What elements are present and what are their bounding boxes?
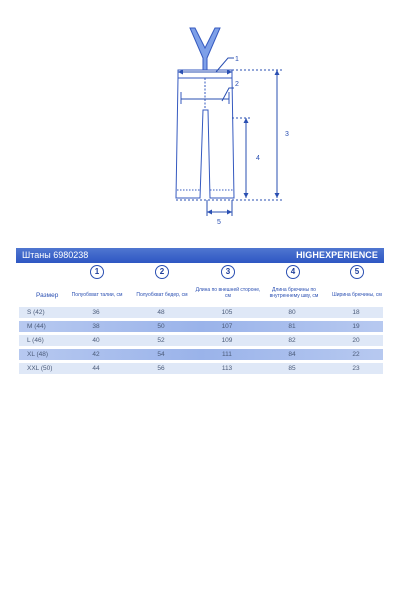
callout-5: 5	[217, 219, 221, 226]
title-banner	[16, 248, 384, 263]
table-cell: 84	[288, 351, 296, 358]
table-cell: 80	[288, 309, 296, 316]
table-cell: 111	[222, 351, 232, 358]
table-cell: 40	[92, 337, 100, 344]
table-cell: 56	[157, 365, 165, 372]
column-number-2: 2	[155, 265, 169, 279]
column-number-4: 4	[286, 265, 300, 279]
size-header: Размер	[36, 292, 59, 299]
table-cell: 19	[352, 323, 360, 330]
callout-4: 4	[256, 155, 260, 162]
column-header-3: Длина по внешней стороне, см	[195, 287, 261, 299]
table-cell: 38	[92, 323, 100, 330]
brand-name: HIGHEXPERIENCE	[296, 250, 378, 260]
column-number-5: 5	[350, 265, 364, 279]
size-cell: M (44)	[27, 323, 46, 330]
table-cell: 42	[92, 351, 100, 358]
table-cell: 23	[352, 365, 360, 372]
column-header-4: Длина брючины по внутреннему шву, см	[269, 287, 319, 299]
product-title: Штаны 6980238	[22, 250, 89, 260]
size-cell: XXL (50)	[27, 365, 53, 372]
table-cell: 20	[352, 337, 360, 344]
table-cell: 85	[288, 365, 296, 372]
column-header-5: Ширина брючины, см	[332, 292, 382, 298]
table-cell: 36	[92, 309, 100, 316]
table-row	[19, 335, 383, 346]
column-header-2: Полуобхват бедер, см	[136, 292, 188, 298]
table-cell: 109	[221, 337, 233, 344]
callout-3: 3	[285, 131, 289, 138]
table-cell: 44	[92, 365, 100, 372]
table-cell: 107	[221, 323, 233, 330]
table-row	[19, 321, 383, 332]
pants-diagram	[0, 0, 400, 240]
size-cell: L (46)	[27, 337, 44, 344]
table-cell: 48	[157, 309, 165, 316]
table-cell: 81	[288, 323, 296, 330]
table-row	[19, 349, 383, 360]
table-cell: 52	[157, 337, 165, 344]
table-cell: 18	[352, 309, 360, 316]
column-number-3: 3	[221, 265, 235, 279]
table-cell: 54	[157, 351, 165, 358]
size-cell: XL (48)	[27, 351, 49, 358]
column-header-1: Полуобхват талии, см	[71, 292, 123, 298]
table-cell: 50	[157, 323, 165, 330]
column-number-1: 1	[90, 265, 104, 279]
table-cell: 105	[221, 309, 233, 316]
callout-2: 2	[235, 81, 239, 88]
table-cell: 82	[288, 337, 296, 344]
size-cell: S (42)	[27, 309, 45, 316]
table-row	[19, 363, 383, 374]
table-row	[19, 307, 383, 318]
table-cell: 22	[352, 351, 360, 358]
callout-1: 1	[235, 56, 239, 63]
table-cell: 113	[221, 365, 233, 372]
